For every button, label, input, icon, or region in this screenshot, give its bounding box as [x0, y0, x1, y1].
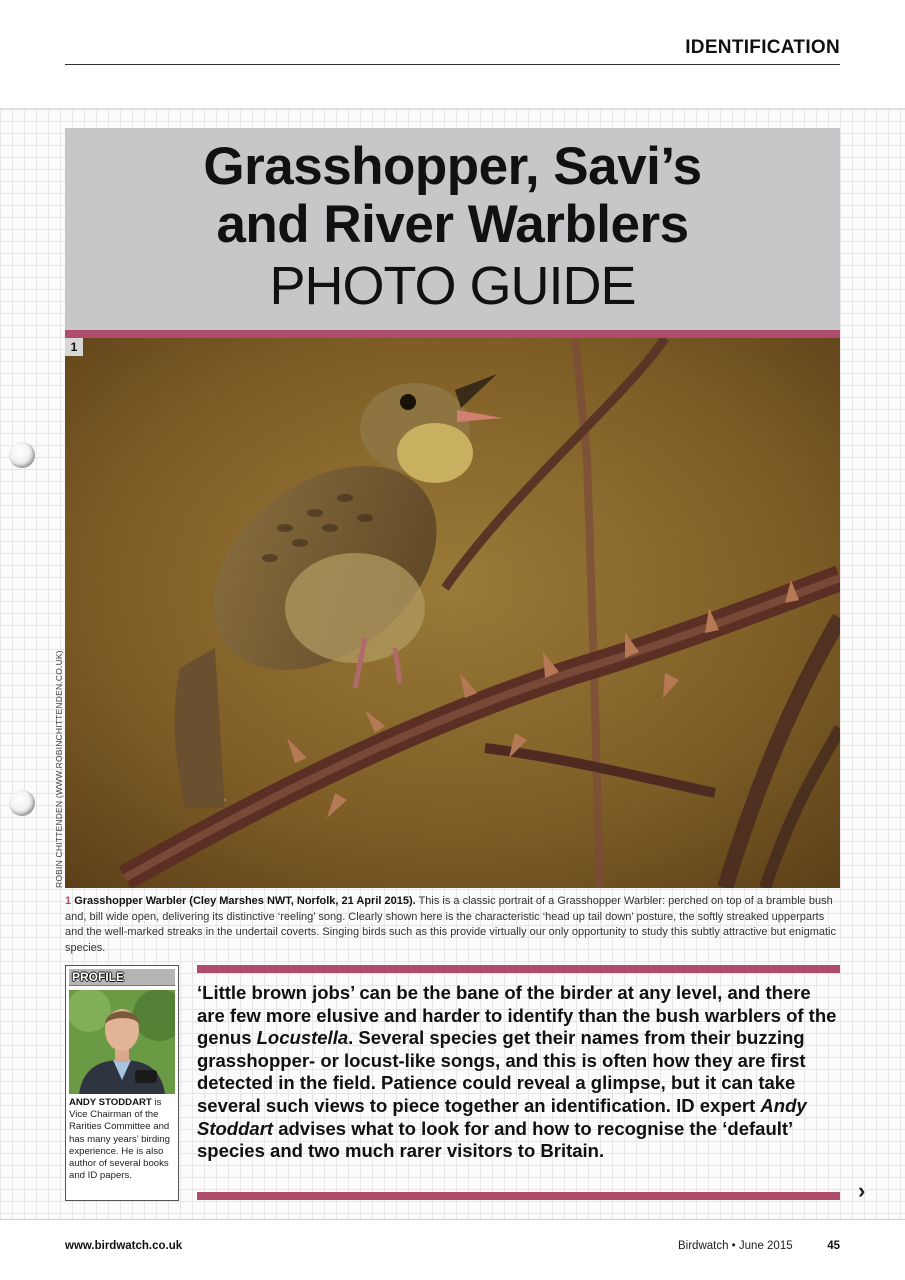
header-rule [65, 64, 840, 65]
section-label: IDENTIFICATION [685, 37, 840, 58]
title-line-1: Grasshopper, Savi’s [203, 137, 702, 196]
profile-bio-text: is Vice Chairman of the Rarities Committee and has many years’ birding experience. He is also author of several books and ID papers. [69, 1097, 170, 1182]
title-accent-bar [65, 330, 840, 338]
photo-number-badge: 1 [65, 338, 83, 356]
intro-paragraph [197, 982, 840, 1163]
next-page-arrow-icon[interactable]: › [858, 1178, 866, 1203]
intro-genus: Locustella [256, 1027, 349, 1049]
intro-accent-bar-top [197, 965, 840, 973]
binder-hole-bottom [9, 790, 35, 816]
profile-bio [69, 1097, 175, 1182]
caption-heading: Grasshopper Warbler (Cley Marshes NWT, Norfolk, 21 April 2015). [74, 895, 416, 907]
intro-text-2: . Several species get their names from their buzzing grasshopper- or locust-like songs, and this is often how they are first detected in the field. Patience could reveal a glimpse, but it can take several such views to piece together an identification. ID expert [197, 1027, 806, 1116]
photo-illustration [65, 338, 840, 888]
footer-magazine-issue: Birdwatch • June 2015 [678, 1240, 793, 1252]
intro-author: Andy Stoddart [197, 1094, 807, 1139]
intro-text-1: ‘Little brown jobs’ can be the bane of the birder at any level, and there are few more elusive and harder to identify than the bush warblers of the genus [197, 982, 837, 1049]
title-line-2: and River Warblers [216, 195, 689, 254]
photo-credit: ROBIN CHITTENDEN (WWW.ROBINCHITTENDEN.CO.UK) [54, 650, 64, 888]
footer-website: www.birdwatch.co.uk [65, 1240, 183, 1252]
profile-label-bar [69, 969, 175, 986]
caption-number: 1 [65, 895, 72, 907]
author-profile-box [65, 965, 179, 1201]
footer-page-number: 45 [827, 1240, 840, 1252]
portrait-illustration [69, 990, 175, 1094]
grasshopper-warbler-photo [65, 338, 840, 888]
photo-caption [65, 894, 840, 956]
caption-body: This is a classic portrait of a Grasshopper Warbler: perched on top of a bramble bush and, bill wide open, delivering its distinctive ‘reeling’ song. Clearly shown here is the characteristic ‘head up tail down’ posture, the softly streaked upperparts and the well-marked streaks in the undertail coverts. Singing birds such as this provide virtually our only opportunity to study this subtly attractive but enigmatic species. [65, 895, 836, 954]
profile-author-name: ANDY STODDART [69, 1097, 152, 1108]
binder-hole-top [9, 442, 35, 468]
intro-accent-bar-bottom [197, 1192, 840, 1200]
profile-label: PROFILE [72, 970, 125, 984]
title-subtitle: PHOTO GUIDE [269, 256, 636, 316]
intro-text-3: advises what to look for and how to recognise the ‘default’ species and two much rarer visitors to Britain. [197, 1117, 793, 1162]
author-portrait [69, 990, 175, 1094]
title-block [65, 128, 840, 330]
